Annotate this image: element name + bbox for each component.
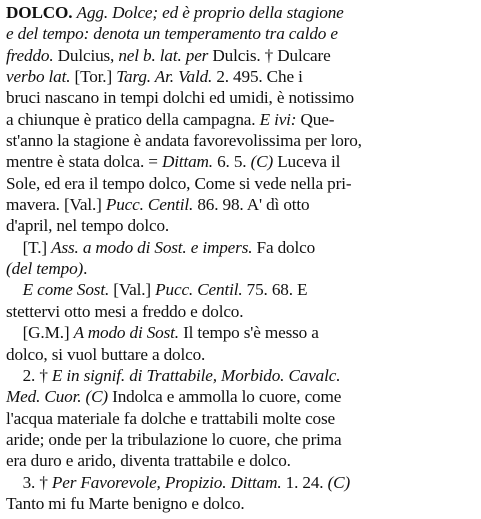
body-text: 75. 68. E (242, 280, 308, 300)
italic-text: (C) (85, 387, 108, 407)
body-text: Fa dolco (252, 237, 316, 257)
body-text: Dulcis. † Dulcare (208, 45, 331, 65)
entry-line (6, 322, 476, 343)
italic-text: Med. Cuor. (6, 387, 82, 407)
body-text: mentre è stata dolca. = (6, 152, 162, 172)
body-text: . (83, 259, 88, 279)
body-text: Indolca e ammolla lo cuore, come (108, 387, 342, 407)
entry-line (6, 258, 476, 279)
italic-text: (del tempo) (6, 259, 84, 279)
italic-text: (C) (327, 472, 351, 492)
entry-line (6, 386, 476, 407)
entry-line (6, 301, 476, 322)
body-text: [Val.] (109, 280, 156, 300)
body-text: 2. 495. Che i (212, 67, 303, 87)
entry-line (6, 2, 476, 23)
entry-line (6, 279, 476, 300)
italic-text: Ass. a modo di Sost. e impers. (51, 237, 253, 257)
entry-line (6, 130, 476, 151)
body-text: [T.] (6, 237, 52, 257)
entry-line (6, 215, 476, 236)
body-text: st'anno la stagione è andata favorevolissima per loro, (6, 131, 362, 151)
entry-line (6, 344, 476, 365)
body-text: Dulcius, (53, 45, 119, 65)
entry-line (6, 173, 476, 194)
entry-line (6, 109, 476, 130)
body-text: 86. 98. A' dì otto (193, 195, 310, 215)
entry-line (6, 194, 476, 215)
body-text: Que- (296, 109, 335, 129)
body-text: era duro e arido, diventa trattabile e dolco. (6, 451, 291, 471)
entry-line (6, 87, 476, 108)
body-text: 2. † (6, 365, 52, 385)
body-text: Il tempo s'è messo a (178, 323, 319, 343)
italic-text: Targ. Ar. Vald. (116, 67, 213, 87)
italic-text: Per Favorevole, Propizio. Dittam. (51, 472, 282, 492)
italic-text: e del tempo: denota un temperamento tra caldo e (6, 24, 338, 44)
italic-text: Pucc. Centil. (155, 280, 243, 300)
italic-text: E in signif. di Trattabile, Morbido. Cavalc. (51, 365, 341, 385)
body-text: [Tor.] (70, 67, 117, 87)
body-text: stettervi otto mesi a freddo e dolco. (6, 301, 244, 321)
entry-line (6, 408, 476, 429)
body-text: l'acqua materiale fa dolche e trattabili molte cose (6, 408, 336, 428)
entry-line (6, 237, 476, 258)
italic-text: verbo lat. (6, 67, 71, 87)
body-text: Sole, ed era il tempo dolco, Come si vede nella pri- (6, 173, 352, 193)
italic-text: Agg. Dolce; ed è proprio della stagione (76, 3, 344, 22)
body-text: 6. 5. (212, 152, 251, 172)
entry-line (6, 472, 476, 493)
entry-line (6, 23, 476, 44)
body-text: [G.M.] (6, 323, 74, 343)
entry-line (6, 450, 476, 471)
italic-text: freddo. (6, 45, 54, 65)
body-text: 1. 24. (281, 472, 328, 492)
body-text: dolco, si vuol buttare a dolco. (6, 344, 206, 364)
dictionary-entry (6, 2, 476, 514)
headword: DOLCO. (6, 3, 73, 22)
italic-text: Dittam. (161, 152, 213, 172)
italic-text: (C) (250, 152, 274, 172)
entry-line (6, 365, 476, 386)
body-text: d'april, nel tempo dolco. (6, 216, 170, 236)
entry-line (6, 151, 476, 172)
entry-line (6, 66, 476, 87)
italic-text: A modo di Sost. (73, 323, 179, 343)
entry-line (6, 493, 476, 514)
entry-line (6, 45, 476, 66)
body-text: Tanto mi fu Marte benigno e dolco. (6, 493, 245, 513)
italic-text: Pucc. Centil. (105, 195, 194, 215)
italic-text: E ivi: (259, 109, 297, 129)
italic-text: E come Sost. (22, 280, 110, 300)
body-text: a chiunque è pratico della campagna. (6, 109, 260, 129)
entry-line (6, 429, 476, 450)
italic-text: nel b. lat. per (118, 45, 209, 65)
body-text: mavera. [Val.] (6, 195, 106, 215)
body-text: bruci nascano in tempi dolchi ed umidi, è notissimo (6, 88, 354, 108)
body-text: Luceva il (273, 152, 341, 172)
body-text: aride; onde per la tribulazione lo cuore, che prima (6, 429, 342, 449)
body-text: 3. † (6, 472, 52, 492)
body-text (6, 280, 23, 299)
